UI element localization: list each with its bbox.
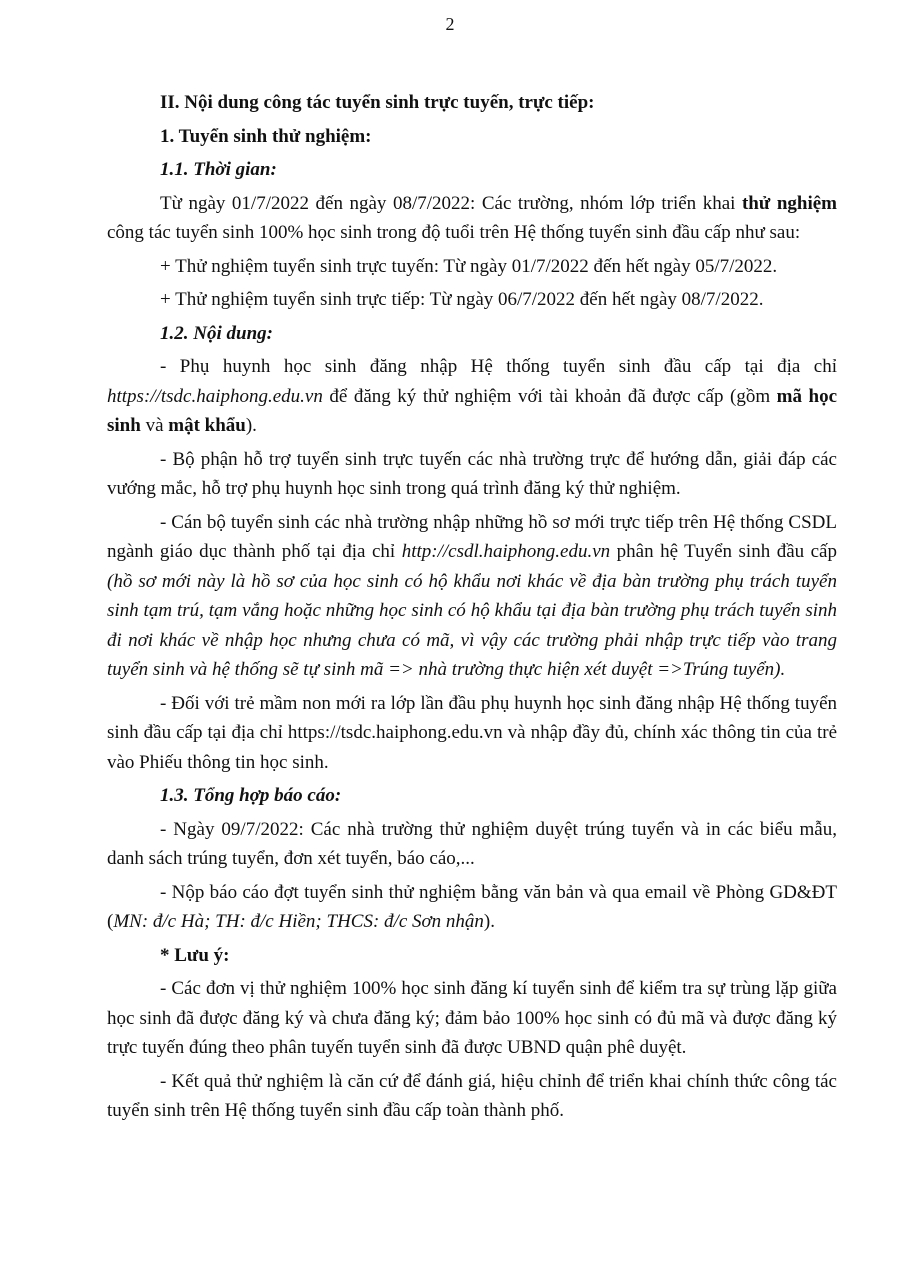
page-number: 2 (445, 14, 455, 34)
paragraph-time (107, 189, 837, 248)
paragraph-online-trial: + Thử nghiệm tuyển sinh trực tuyến: Từ ngày 01/7/2022 đến hết ngày 05/7/2022. (160, 255, 778, 277)
text: và (140, 415, 169, 436)
link-tsdc[interactable]: https://tsdc.haiphong.edu.vn (107, 385, 323, 407)
paragraph-direct-trial: + Thử nghiệm tuyển sinh trực tiếp: Từ ngày 06/7/2022 đến hết ngày 08/7/2022. (160, 289, 764, 310)
paragraph-note-2: - Kết quả thử nghiệm là căn cứ để đánh giá, hiệu chỉnh để triển khai chính thức công tác tuyển sinh trên Hệ thống tuyển sinh đầu cấp toàn thành phố. (107, 1070, 837, 1121)
note-title: * Lưu ý: (160, 944, 230, 966)
link-csdl[interactable]: http://csdl.haiphong.edu.vn (401, 541, 611, 562)
heading-1-3: 1.3. Tổng hợp báo cáo: (160, 785, 342, 806)
text: công tác tuyển sinh 100% học sinh trong độ tuổi trên Hệ thống tuyển sinh đầu cấp như sau: (107, 222, 801, 243)
section-title: II. Nội dung công tác tuyển sinh trực tuyến, trực tiếp: (160, 92, 595, 113)
text: phân hệ Tuyển sinh đầu cấp (610, 541, 837, 562)
paragraph-support: - Bộ phận hỗ trợ tuyển sinh trực tuyến các nhà trường trực để hướng dẫn, giải đáp các vướng mắc, hỗ trợ phụ huynh học sinh trong quá trình đăng ký thử nghiệm. (107, 448, 837, 499)
text: ). (483, 911, 495, 932)
paragraph-report-date: - Ngày 09/7/2022: Các nhà trường thử nghiệm duyệt trúng tuyển và in các biểu mẫu, danh sách trúng tuyển, đơn xét tuyển, báo cáo,... (107, 818, 837, 869)
paragraph-parent-login (107, 352, 837, 441)
document-body (107, 88, 837, 1126)
italic-text: MN: đ/c Hà; TH: đ/c Hiền; THCS: đ/c Sơn nhận (113, 911, 484, 932)
paragraph-preschool: - Đối với trẻ mầm non mới ra lớp lần đầu phụ huynh học sinh đăng nhập Hệ thống tuyển sinh đầu cấp tại địa chỉ https://tsdc.haiphong.edu.vn và nhập đầy đủ, chính xác thông tin của trẻ vào Phiếu thông tin học sinh. (107, 692, 837, 773)
heading-1-2: 1.2. Nội dung: (160, 322, 273, 344)
bold-text: mật khẩu (168, 415, 246, 436)
paragraph-staff-entry (107, 508, 837, 685)
bold-text: mã học sinh (107, 385, 838, 436)
heading-1-1: 1.1. Thời gian: (160, 159, 277, 180)
paragraph-submit-report (107, 878, 837, 937)
text: ). (245, 415, 257, 436)
text: - Phụ huynh học sinh đăng nhập Hệ thống tuyển sinh đầu cấp tại địa chỉ (160, 356, 837, 377)
text: Từ ngày 01/7/2022 đến ngày 08/7/2022: Các trường, nhóm lớp triển khai (160, 192, 742, 214)
subsection-title: 1. Tuyển sinh thử nghiệm: (160, 125, 372, 147)
text: - Cán bộ tuyển sinh các nhà trường nhập những hồ sơ mới trực tiếp trên Hệ thống CSDL ngành giáo dục thành phố tại địa chỉ (107, 511, 837, 562)
text: - Nộp báo cáo đợt tuyển sinh thử nghiệm bằng văn bản và qua email về Phòng GD&ĐT ( (107, 881, 837, 932)
bold-text: thử nghiệm (741, 192, 837, 214)
text: để đăng ký thử nghiệm với tài khoản đã được cấp (gồm (322, 385, 777, 407)
paragraph-note-1: - Các đơn vị thử nghiệm 100% học sinh đăng kí tuyển sinh để kiểm tra sự trùng lặp giữa học sinh đã được đăng ký và chưa đăng ký; đảm bảo 100% học sinh có đủ mã và được đăng ký trực tuyến đúng theo phân tuyến tuyển sinh đã được UBND quận phê duyệt. (107, 978, 837, 1058)
italic-text: (hồ sơ mới này là hồ sơ của học sinh có hộ khẩu nơi khác về địa bàn trường phụ trách tuyển sinh tạm trú, tạm vắng hoặc những học sinh có hộ khẩu tại địa bàn trường phụ trách tuyển sinh đi nơi khác về nhập học nhưng chưa có mã, vì vậy các trường phải nhập trực tiếp vào trang tuyển sinh và hệ thống sẽ tự sinh mã => nhà trường thực hiện xét duyệt =>Trúng tuyển). (107, 570, 837, 680)
